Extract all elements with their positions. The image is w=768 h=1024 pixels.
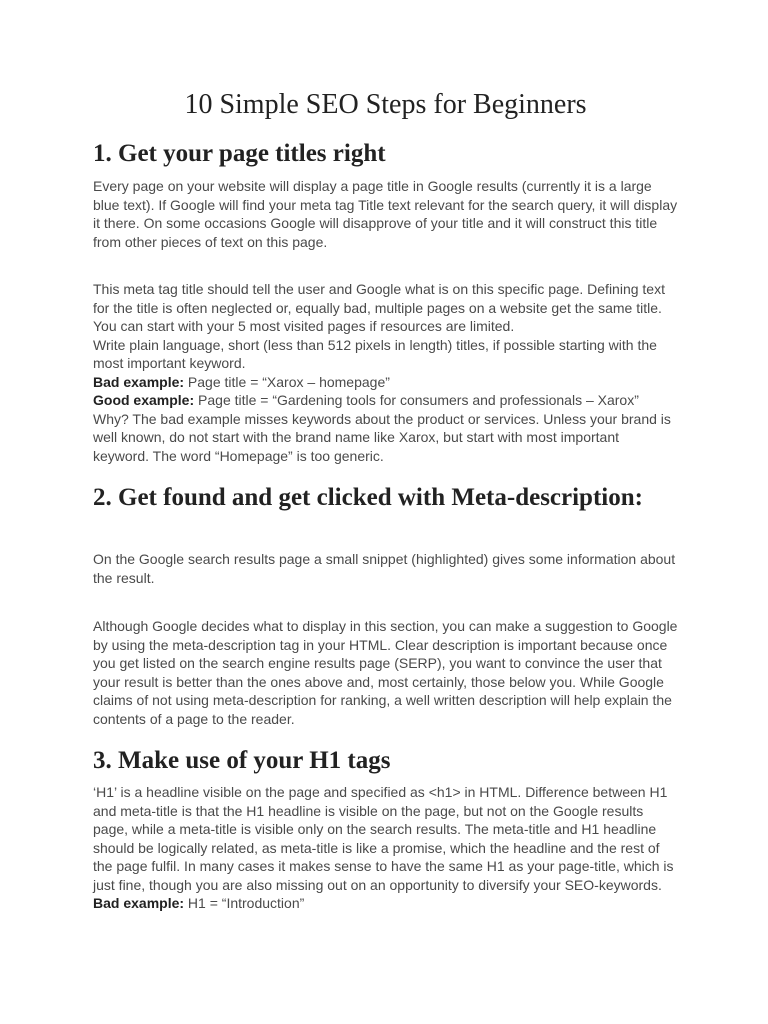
bad-example-label: Bad example: xyxy=(93,895,185,911)
section-paragraph: ‘H1’ is a headline visible on the page and specified as <h1> in HTML. Difference between H1 and meta-title is that the H1 headline is visible on the page, but not on the Google results page, while a meta-title is visible only on the search results. The meta-title and H1 headline should be logically related, as meta-title is like a promise, which the headline and the rest of the page fulfil. In many cases it makes sense to have the same H1 as your page-title, which is just fine, though you are also missing out on an opportunity to diversify your SEO-keywords. xyxy=(93,784,674,893)
section-text-block xyxy=(93,783,678,913)
section-heading-h1-tags: 3. Make use of your H1 tags xyxy=(93,747,391,774)
section-paragraph: Why? The bad example misses keywords about the product or services. Unless your brand is well known, do not start with the brand name like Xarox, but start with most important keyword. The word “Homepage” is too generic. xyxy=(93,410,671,464)
section-paragraph: Every page on your website will display a page title in Google results (currently it is a large blue text). If Google will find your meta tag Title text relevant for the search query, it will display it there. On some occasions Google will disapprove of your title and it will construct this title from other pieces of text on this page. xyxy=(93,178,678,250)
good-example-text: Page title = “Gardening tools for consumers and professionals – Xarox” xyxy=(194,392,639,408)
section-paragraph: This meta tag title should tell the user and Google what is on this specific page. Defining text for the title is often neglected or, equally bad, multiple pages on a website get the same title. You can start with your 5 most visited pages if resources are limited. xyxy=(93,281,665,334)
bad-example-label: Bad example: xyxy=(93,373,185,390)
bad-example-line xyxy=(93,894,678,913)
section-text-block xyxy=(93,280,678,465)
page-title: 10 Simple SEO Steps for Beginners xyxy=(184,89,587,120)
good-example-line xyxy=(93,391,678,410)
bad-example-text: Page title = “Xarox – homepage” xyxy=(184,373,390,390)
section-paragraph: On the Google search results page a small snippet (highlighted) gives some information about the result. xyxy=(93,551,676,586)
section-heading-page-titles: 1. Get your page titles right xyxy=(93,140,386,167)
section-paragraph: Although Google decides what to display in this section, you can make a suggestion to Google by using the meta-description tag in your HTML. Clear description is important because once you get listed on the search engine results page (SERP), you want to convince the user that your result is better than the ones above and, most certainly, those below you. While Google claims of not using meta-description for ranking, a well written description will help explain the contents of a page to the reader. xyxy=(93,618,678,727)
bad-example-text: H1 = “Introduction” xyxy=(184,895,305,911)
good-example-label: Good example: xyxy=(93,392,195,408)
bad-example-line xyxy=(93,373,678,392)
section-paragraph: Write plain language, short (less than 512 pixels in length) titles, if possible starting with the most important keyword. xyxy=(93,336,657,371)
section-heading-meta-description: 2. Get found and get clicked with Meta-description: xyxy=(93,484,643,511)
